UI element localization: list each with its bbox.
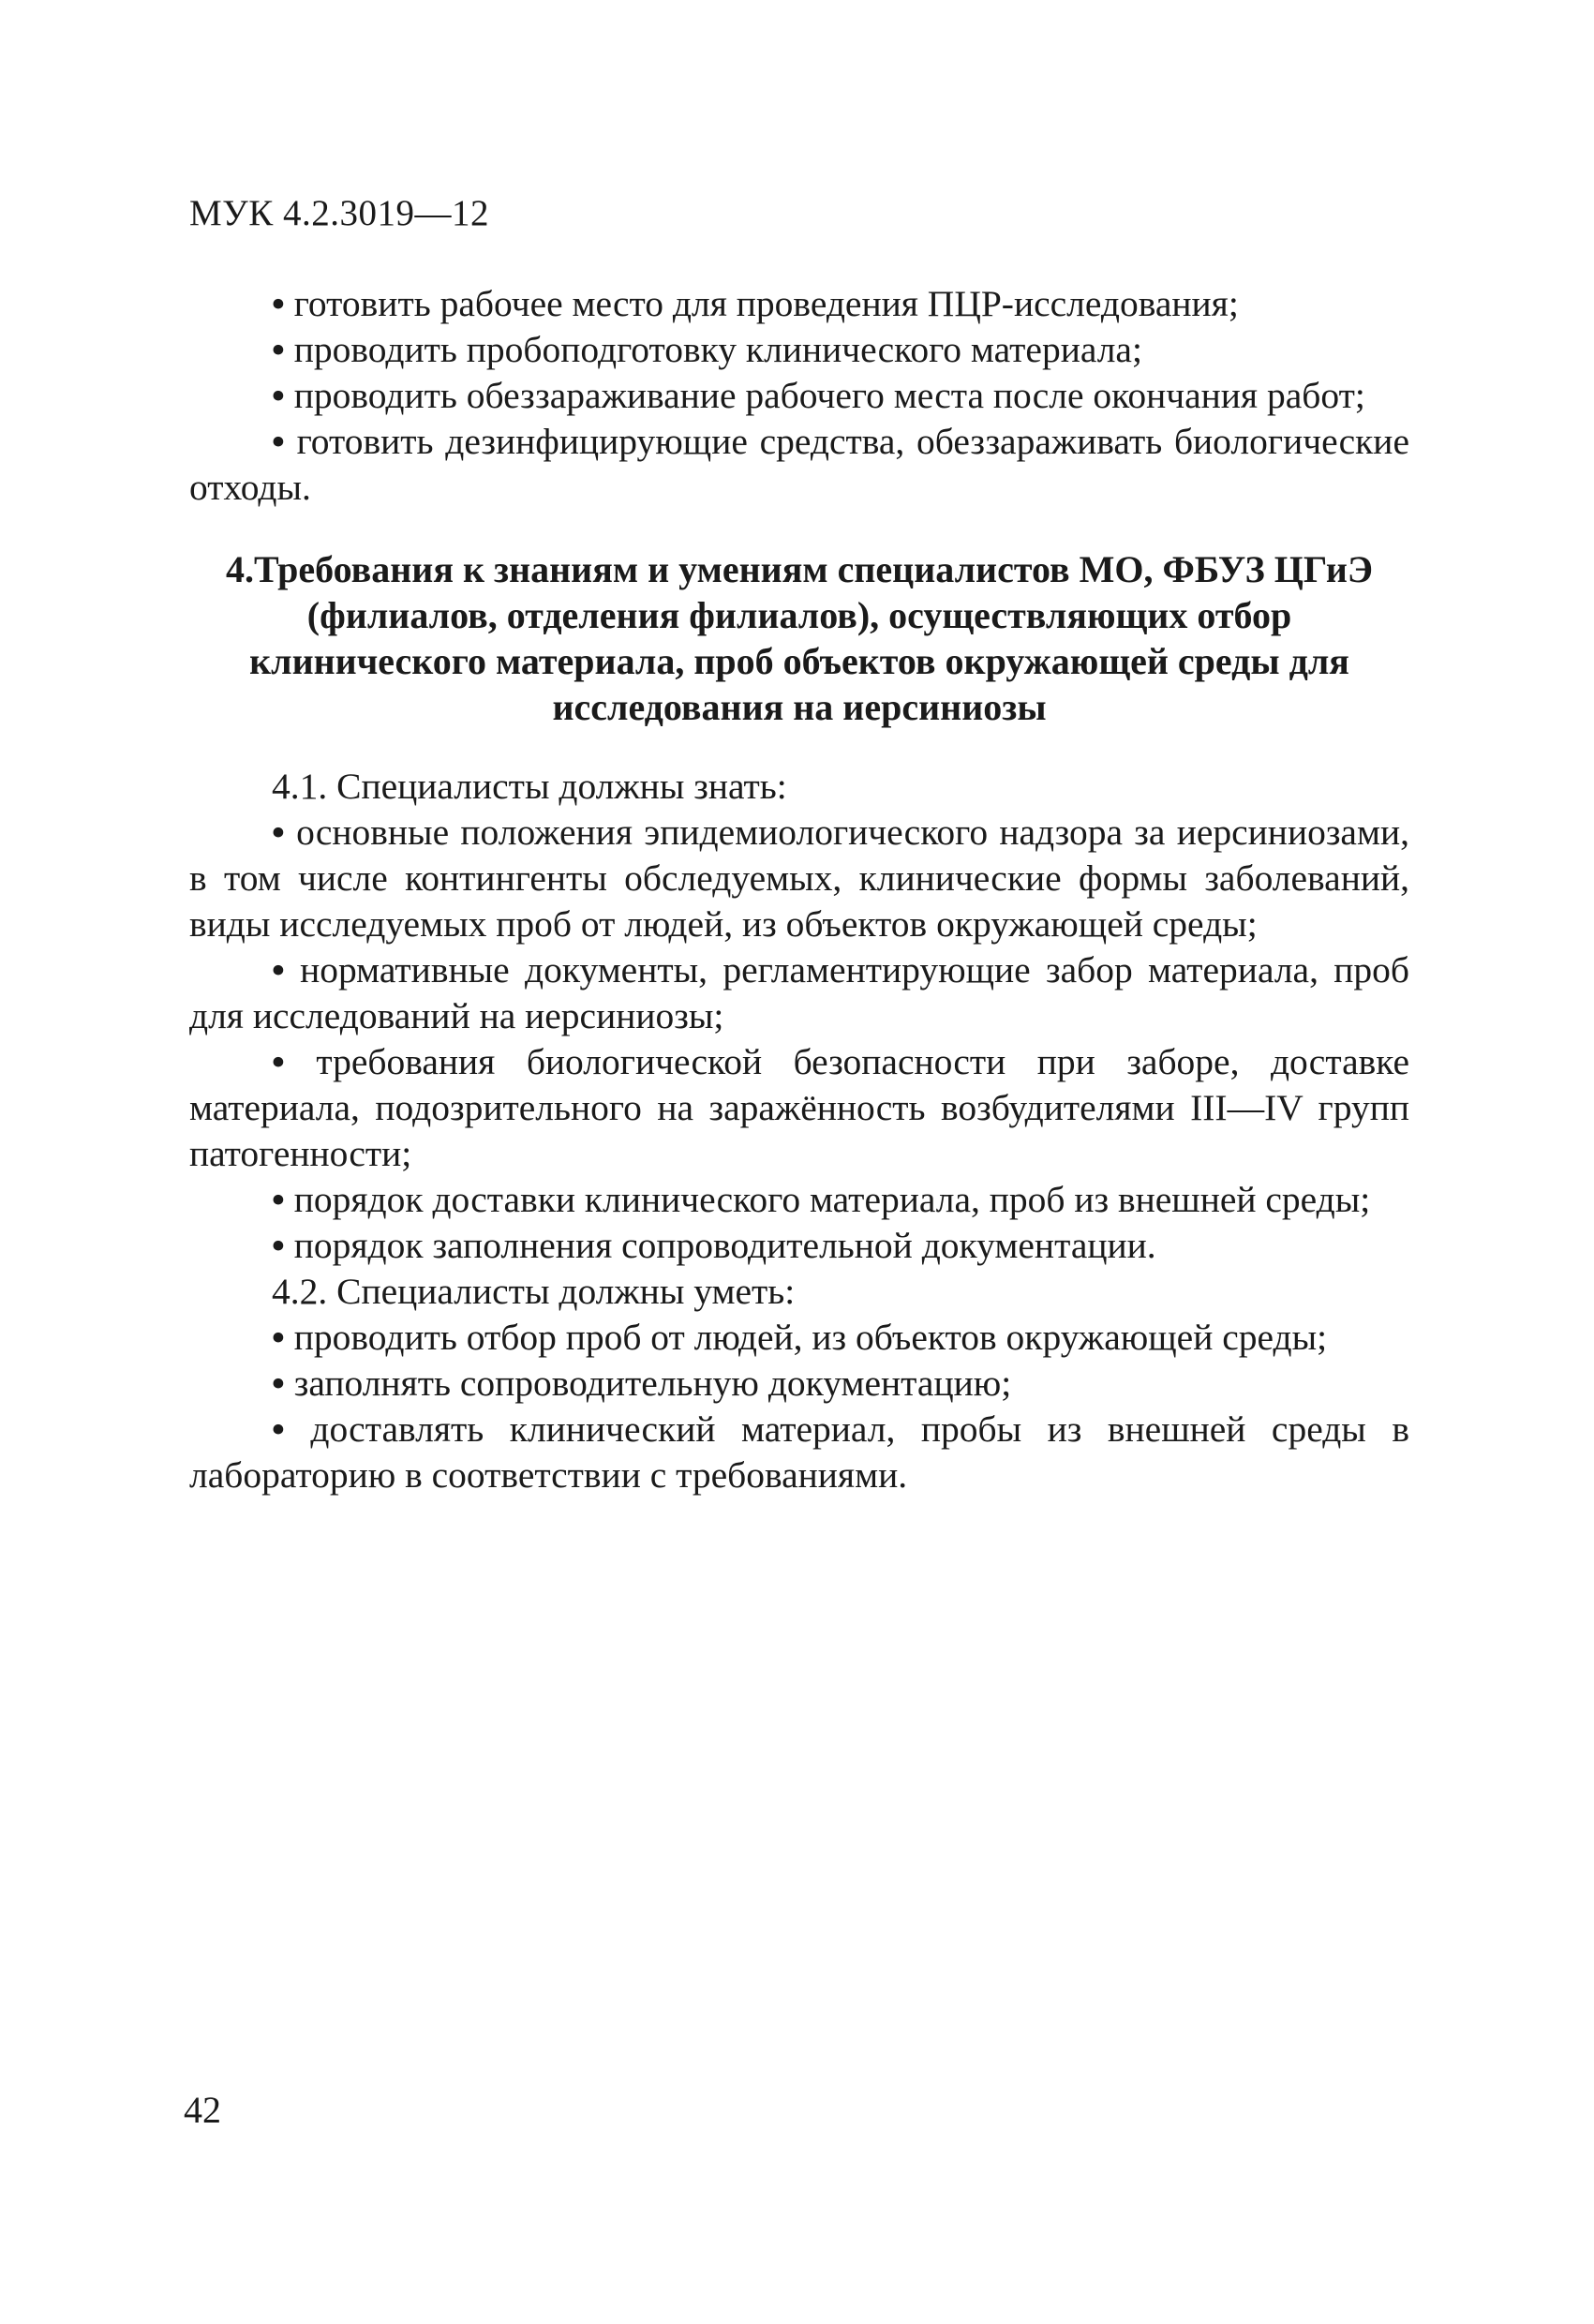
list-item: • проводить отбор проб от людей, из объектов окружающей среды; [189,1315,1409,1361]
list-item: • порядок доставки клинического материала, проб из внешней среды; [189,1177,1409,1223]
skills-bullet-list [189,1315,1409,1498]
intro-bullet-list [189,281,1409,511]
list-item: • проводить пробоподготовку клинического материала; [189,327,1409,373]
page-content [189,281,1409,1498]
section-title: 4.Требования к знаниям и умениям специалистов МО, ФБУЗ ЦГиЭ (филиалов, отделения филиалов), осуществляющих отбор клинического материала, проб объектов окружающей среды для исследования на иерсиниозы [225,548,1373,728]
subsection-heading-4-2: 4.2. Специалисты должны уметь: [272,1271,796,1312]
list-item: • нормативные документы, регламентирующие забор материала, проб для исследований на иерсиниозы; [189,947,1409,1039]
subsection-heading-4-1: 4.1. Специалисты должны знать: [272,766,787,807]
list-item: • готовить рабочее место для проведения ПЦР-исследования; [189,281,1409,327]
document-code: МУК 4.2.3019—12 [189,193,490,233]
list-item: • готовить дезинфицирующие средства, обеззараживать биологические отходы. [189,419,1409,511]
page-number: 42 [184,2089,221,2131]
list-item: • доставлять клинический материал, пробы из внешней среды в лабораторию в соответствии с требованиями. [189,1407,1409,1498]
list-item: • заполнять сопроводительную документацию; [189,1361,1409,1407]
list-item: • проводить обеззараживание рабочего места после окончания работ; [189,373,1409,419]
list-item: • основные положения эпидемиологического надзора за иерсиниозами, в том числе контингенты обследуемых, клинические формы заболеваний, виды исследуемых проб от людей, из объектов окружающей среды; [189,810,1409,947]
list-item: • порядок заполнения сопроводительной документации. [189,1223,1409,1269]
knowledge-bullet-list [189,810,1409,1269]
list-item: • требования биологической безопасности при заборе, доставке материала, подозрительного на заражённость возбудителями III—IV групп патогенности; [189,1039,1409,1177]
